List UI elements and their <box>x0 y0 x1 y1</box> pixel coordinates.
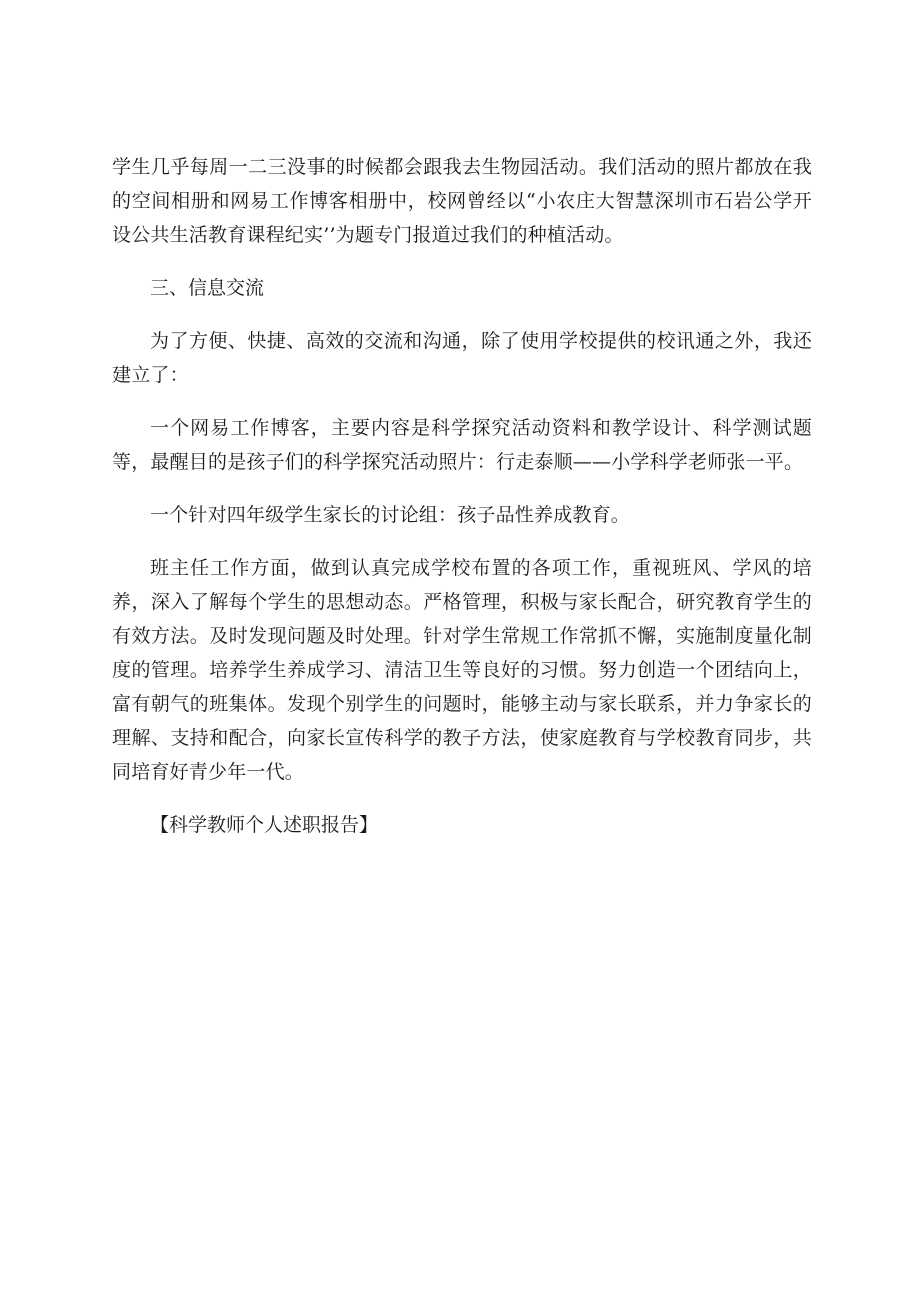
body-paragraph: 一个网易工作博客，主要内容是科学探究活动资料和教学设计、科学测试题等，最醒目的是孩子们的科学探究活动照片：行走泰顺——小学科学老师张一平。 <box>112 417 812 473</box>
document-page <box>112 150 812 861</box>
section-heading: 三、信息交流 <box>150 277 265 299</box>
body-paragraph: 班主任工作方面，做到认真完成学校布置的各项工作，重视班风、学风的培养，深入了解每个学生的思想动态。严格管理，积极与家长配合，研究教育学生的有效方法。及时发现问题及时处理。针对学生常规工作常抓不懈，实施制度量化制度的管理。培养学生养成学习、清洁卫生等良好的习惯。努力创造一个团结向上，富有朝气的班集体。发现个别学生的问题时，能够主动与家长联系，并力争家长的理解、支持和配合，向家长宣传科学的教子方法，使家庭教育与学校教育同步，共同培育好青少年一代。 <box>112 557 812 783</box>
closing-title: 【科学教师个人述职报告】 <box>150 814 379 836</box>
body-paragraph: 为了方便、快捷、高效的交流和沟通，除了使用学校提供的校讯通之外，我还建立了： <box>112 330 812 386</box>
body-paragraph: 一个针对四年级学生家长的讨论组：孩子品性养成教育。 <box>150 504 631 526</box>
continuation-paragraph: 学生几乎每周一二三没事的时候都会跟我去生物园活动。我们活动的照片都放在我的空间相册和网易工作博客相册中，校网曾经以“小农庄大智慧深圳市石岩公学开设公共生活教育课程纪实’’为题专门报道过我们的种植活动。 <box>112 156 812 246</box>
